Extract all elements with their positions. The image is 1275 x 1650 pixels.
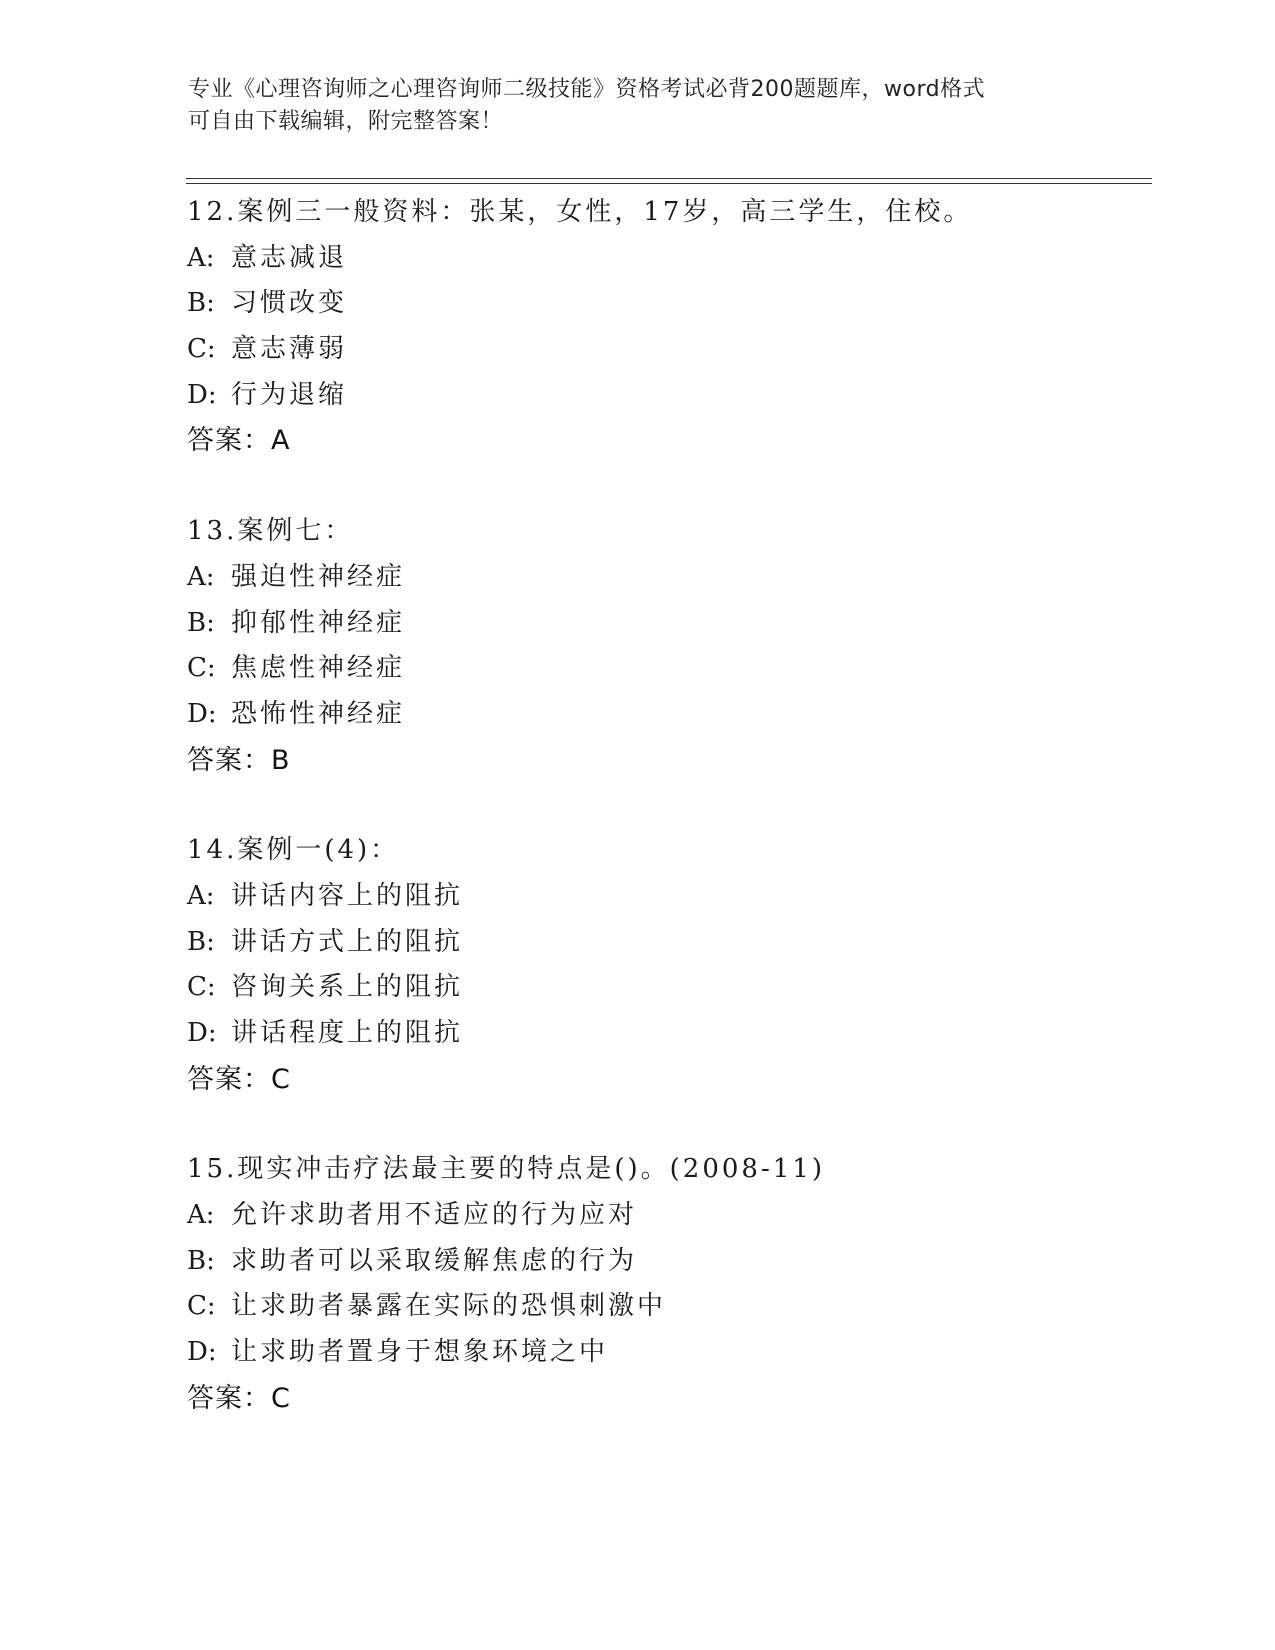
- option-c: [187, 646, 1147, 692]
- option-text: 焦虑性神经症: [231, 653, 406, 684]
- option-text: 行为退缩: [231, 379, 348, 410]
- option-text: 抑郁性神经症: [231, 607, 406, 638]
- option-c: [187, 965, 1147, 1011]
- option-d: [187, 373, 1147, 419]
- option-text: 讲话方式上的阻抗: [231, 926, 464, 957]
- question-15: [187, 1147, 1147, 1421]
- option-letter: B:: [187, 288, 215, 319]
- option-a: [187, 555, 1147, 601]
- answer: 答案：C: [187, 1063, 291, 1095]
- question-stem: 15.现实冲击疗法最主要的特点是()。(2008-11): [187, 1154, 825, 1185]
- header-line-1: 专业《心理咨询师之心理咨询师二级技能》资格考试必背200题题库，word格式: [188, 77, 986, 102]
- option-c: [187, 1284, 1147, 1330]
- question-stem: 12.案例三一般资料：张某，女性，17岁，高三学生，住校。: [187, 197, 973, 227]
- option-d: [187, 1011, 1147, 1057]
- option-letter: D:: [187, 698, 217, 729]
- option-c: [187, 327, 1147, 373]
- option-letter: B:: [187, 926, 215, 957]
- option-letter: B:: [187, 607, 215, 638]
- question-12: [187, 190, 1147, 464]
- question-list: [187, 190, 1147, 1467]
- option-letter: C:: [187, 1291, 216, 1322]
- option-text: 意志减退: [231, 242, 348, 273]
- option-letter: C:: [187, 334, 216, 365]
- header-line-2: 可自由下载编辑，附完整答案！: [188, 109, 504, 134]
- option-letter: D:: [187, 1337, 217, 1368]
- option-letter: A:: [187, 242, 215, 273]
- option-d: [187, 692, 1147, 738]
- option-text: 求助者可以采取缓解焦虑的行为: [231, 1245, 638, 1276]
- option-letter: A:: [187, 1200, 215, 1231]
- option-text: 讲话程度上的阻抗: [231, 1018, 464, 1048]
- option-text: 咨询关系上的阻抗: [231, 972, 464, 1003]
- option-letter: B:: [187, 1245, 215, 1276]
- option-letter: A:: [187, 880, 215, 911]
- option-letter: C:: [187, 653, 216, 684]
- option-text: 习惯改变: [231, 288, 348, 319]
- option-b: [187, 1239, 1147, 1285]
- question-13: [187, 509, 1147, 783]
- option-letter: D:: [187, 379, 217, 410]
- option-text: 让求助者暴露在实际的恐惧刺激中: [231, 1291, 667, 1322]
- question-stem: 13.案例七：: [187, 516, 354, 547]
- option-text: 让求助者置身于想象环境之中: [231, 1337, 609, 1368]
- option-d: [187, 1330, 1147, 1376]
- option-a: [187, 1193, 1147, 1239]
- option-b: [187, 601, 1147, 647]
- option-a: [187, 874, 1147, 920]
- option-text: 强迫性神经症: [231, 561, 406, 592]
- option-text: 讲话内容上的阻抗: [231, 880, 464, 911]
- option-b: [187, 281, 1147, 327]
- option-text: 意志薄弱: [231, 334, 348, 365]
- header-divider-bottom: [186, 183, 1152, 184]
- question-stem: 14.案例一(4)：: [187, 835, 400, 866]
- option-letter: A:: [187, 561, 215, 592]
- option-b: [187, 920, 1147, 966]
- answer: 答案：B: [187, 744, 291, 776]
- question-14: [187, 828, 1147, 1102]
- answer: 答案：C: [187, 1382, 291, 1414]
- option-text: 恐怖性神经症: [231, 698, 406, 729]
- header-divider-top: [186, 178, 1152, 179]
- option-text: 允许求助者用不适应的行为应对: [231, 1200, 638, 1231]
- option-letter: D:: [187, 1018, 217, 1048]
- answer: 答案：A: [187, 425, 291, 457]
- option-letter: C:: [187, 972, 216, 1003]
- document-header: [188, 74, 1068, 138]
- option-a: [187, 236, 1147, 282]
